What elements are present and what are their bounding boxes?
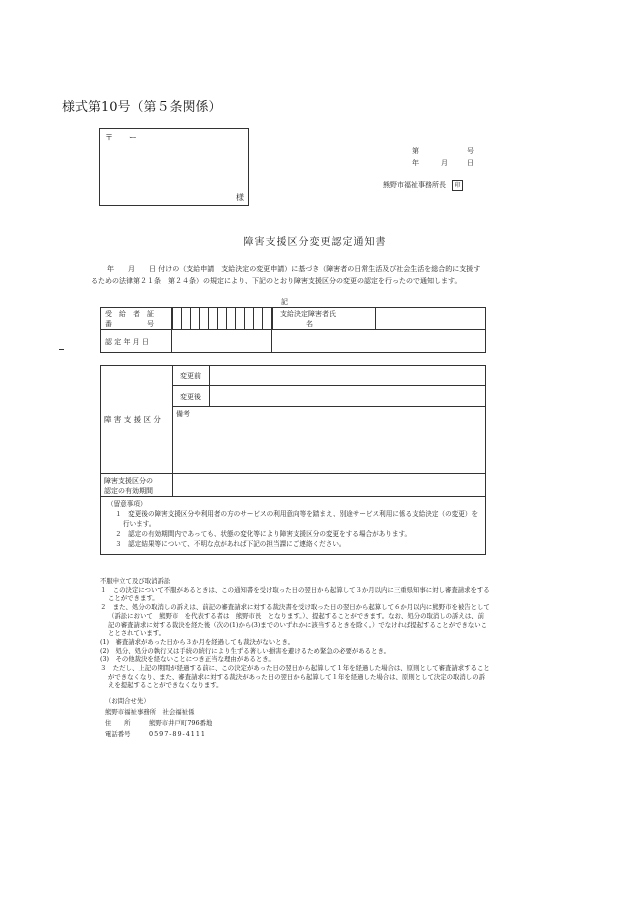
- form-number: 様式第10号（第５条関係）: [62, 100, 222, 115]
- digit-box: [262, 307, 272, 330]
- notes: [107, 499, 479, 549]
- appeal-item: (1) 審査請求があった日から３か月を経過しても裁決がないとき。: [100, 637, 295, 646]
- address-label: 住 所: [105, 719, 131, 727]
- appeal-item: (2) 処分、処分の執行又は手続の続行により生ずる著しい損害を避けるため緊急の必要があるとき。: [100, 646, 390, 655]
- date-year: 年: [412, 159, 419, 167]
- beneficiary-label: 支給決定障害者氏: [280, 310, 336, 318]
- doc-dai: 第: [412, 147, 419, 155]
- after-row: [172, 385, 486, 407]
- remarks-label: 備考: [176, 410, 190, 418]
- issuer: [383, 180, 463, 191]
- ki-mark: 記: [281, 298, 288, 306]
- phone-label: 電話番号: [105, 730, 131, 738]
- appeal-item: (3) その他裁決を経ないことにつき正当な理由があるとき。: [100, 655, 275, 664]
- seal-mark: 印: [452, 180, 463, 191]
- notice-body: 年 月 日 付けの（支給申請 支給決定の変更申請）に基づき（障害者の日常生活及び社会生活を総合的に支援するための法律第２１条 第２４条）の規定により、下記のとおり障害支援区分の変更の認定を行ったので通知します。: [91, 265, 481, 285]
- validity-label: 障害支援区分の: [104, 477, 153, 485]
- note-item: １ 変更後の障害支援区分や利用者の方のサービスの利用意向等を踏まえ、別途サービス利用に係る支給決定（の変更）を行います。: [115, 510, 479, 528]
- contact-address-row: [105, 718, 212, 729]
- appeal-section: [100, 577, 490, 690]
- appeal-item: １ この決定について不服があるときは、この通知書を受け取った日の翌日から起算して３か月以内に三重県知事に対し審査請求をすることができます。: [100, 585, 490, 603]
- note-item: ２ 認定の有効期間内であっても、状態の変化等により障害支援区分の変更をする場合があります。: [115, 530, 412, 538]
- contact-section: [105, 696, 212, 740]
- validity-label-2: 認定の有効期間: [104, 487, 153, 495]
- doc-go: 号: [467, 147, 474, 155]
- contact-phone: 0597-89-4111: [149, 730, 206, 738]
- contact-address: 熊野市井戸町796番地: [149, 719, 213, 727]
- beneficiary-label-2: 名: [306, 320, 313, 328]
- appeal-heading: 不服申立て及び取消訴訟: [100, 577, 171, 585]
- honorific: 様: [236, 193, 244, 202]
- before-label: 変更前: [180, 372, 201, 380]
- cert-date-label: 認 定 年 月 日: [105, 338, 149, 346]
- zip-mark: 〒 ー: [105, 133, 137, 142]
- notes-heading: （留意事項）: [107, 500, 147, 508]
- contact-heading: （お問合せ先）: [105, 697, 150, 705]
- appeal-item: ３ ただし、上記の期間が経過する前に、この決定があった日の翌日から起算して１年を経過した場合は、原則として審査請求することができなくなり、また、審査請求に対する裁決があった日の翌日から起算して１年を経過した場合は、原則として決定の取消しの訴えを提起することができなくなります。: [100, 664, 490, 690]
- table1-name-divider: [375, 307, 376, 330]
- document-title: 障害支援区分変更認定通知書: [243, 237, 387, 248]
- recipient-no-label: 受 給 者 証: [105, 310, 154, 318]
- margin-dash: [59, 349, 64, 350]
- date-month: 月: [441, 159, 448, 167]
- before-row: [172, 365, 486, 386]
- issuer-name: 熊野市福祉事務所長: [383, 181, 446, 189]
- note-item: ３ 認定結果等について、不明な点があれば下記の担当課にご連絡ください。: [115, 540, 346, 548]
- after-label: 変更後: [180, 393, 201, 401]
- contact-office: 熊野市福祉事務所 社会福祉係: [105, 708, 195, 716]
- category-label: 障 害 支 援 区 分: [104, 415, 161, 424]
- support-category-table: [100, 365, 486, 555]
- appeal-item: ２ また、処分の取消しの訴えは、前記の審査請求に対する裁決書を受け取った日の翌日から起算して６か月以内に熊野市を被告として（訴訟において 熊野市 を代表する者は 熊野市長 となります。）、提起することができます。なお、処分の取消しの訴えは、前記の審査請求に対する裁決を経た後（次の(1)から(3)までのいずれかに該当するときを除く。）でなければ提起することができないこととされています。: [100, 603, 490, 638]
- date-day: 日: [467, 159, 474, 167]
- recipient-table: [100, 307, 486, 353]
- contact-phone-row: [105, 729, 212, 740]
- address-box: [99, 128, 249, 206]
- recipient-no-label-2: 番 号: [105, 320, 154, 328]
